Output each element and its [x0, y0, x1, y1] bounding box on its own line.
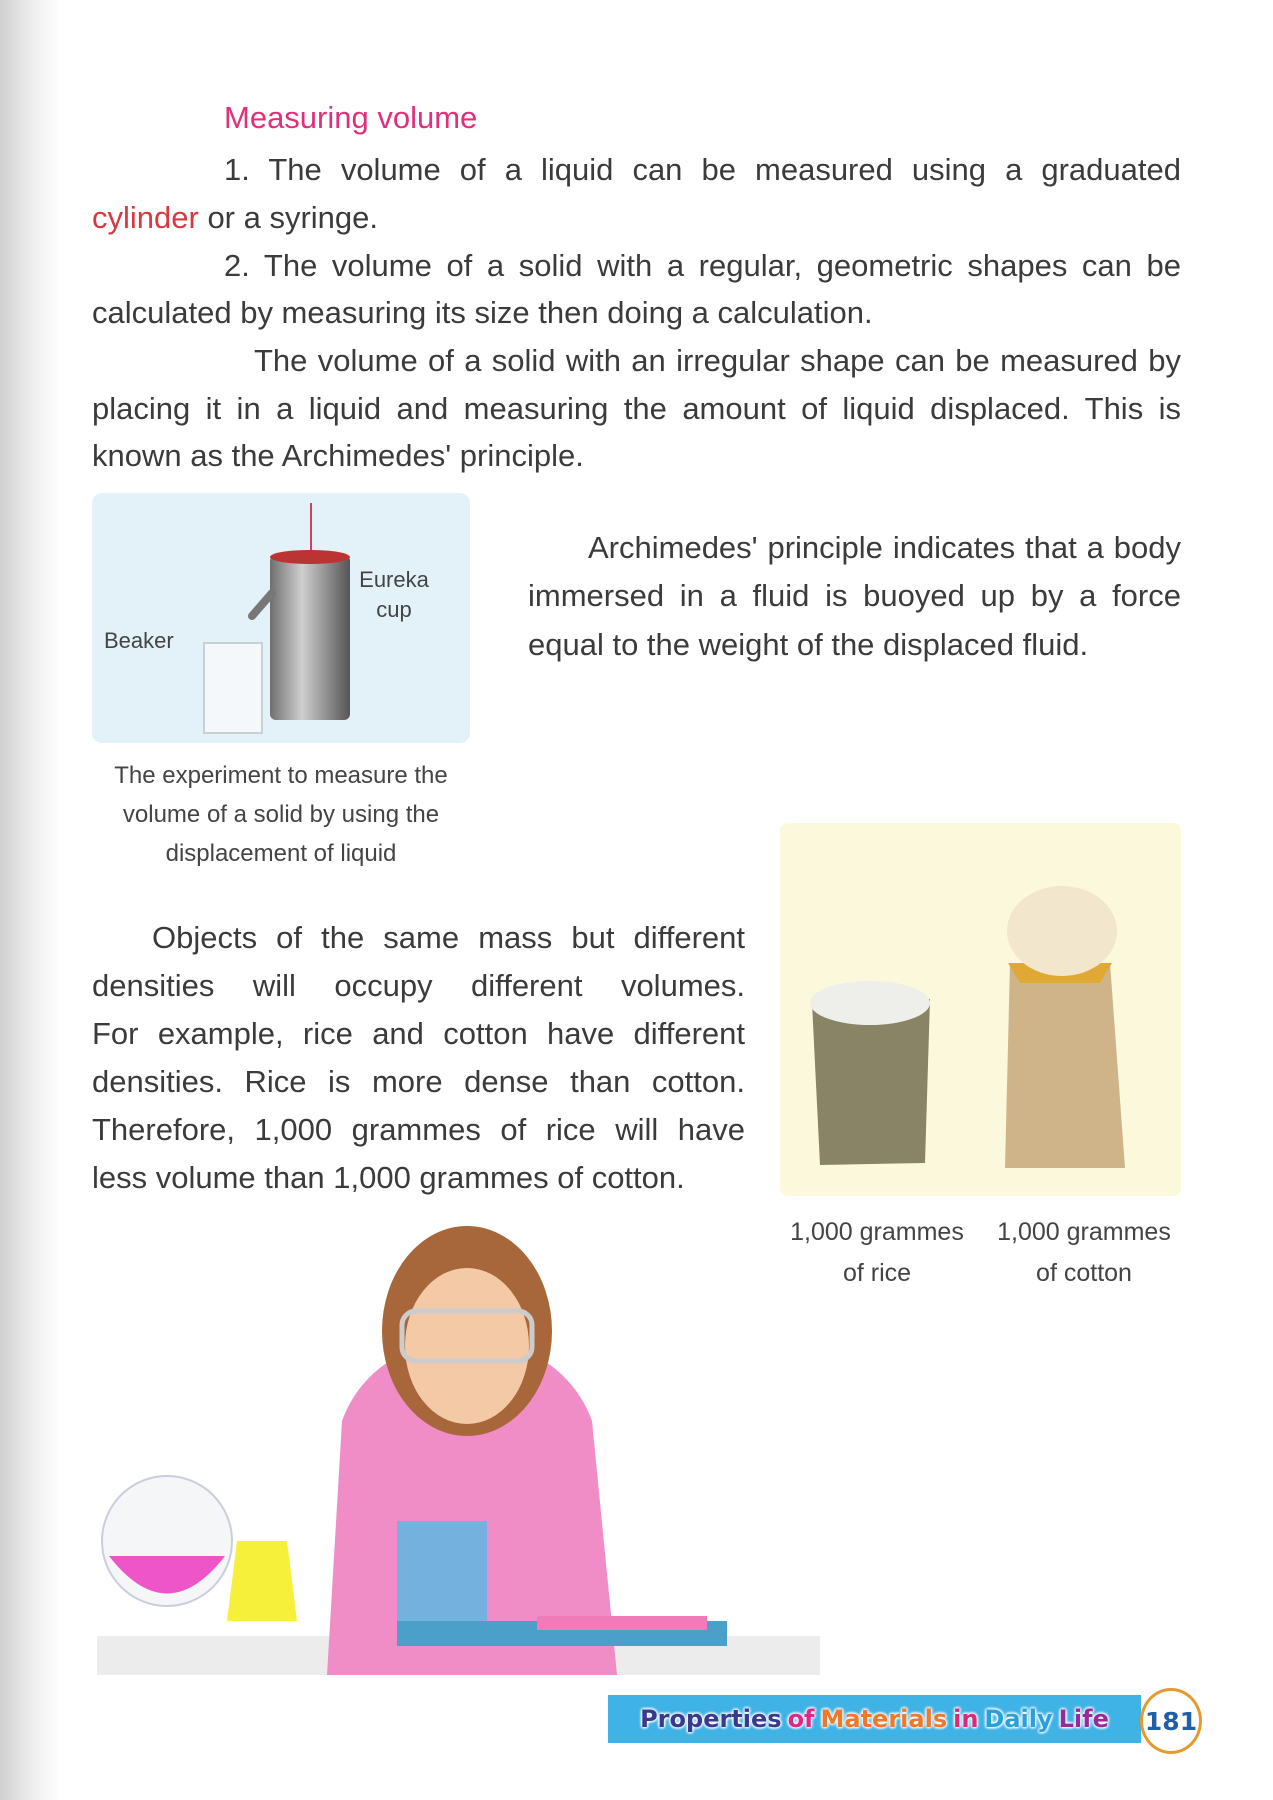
paragraph-line: Archimedes' principle indicates that a body [588, 530, 1181, 565]
caption-line: of cotton [1036, 1259, 1132, 1287]
caption-line: 1,000 grammes [790, 1218, 964, 1246]
page-gutter-shadow [0, 0, 60, 1800]
cotton-caption [984, 1212, 1184, 1294]
lab-photo-illustration [97, 1221, 820, 1675]
footer-word: of [787, 1705, 815, 1733]
paragraph-line: For example, rice and cotton have different [92, 1016, 745, 1051]
footer-word: Properties [640, 1705, 782, 1733]
section-heading: Measuring volume [224, 100, 478, 135]
paragraph-line: The volume of a solid with an irregular shape can be measured by [254, 343, 1181, 378]
eureka-cup-label [354, 565, 434, 625]
paragraph-line: densities. Rice is more dense than cotton. [92, 1064, 745, 1099]
footer-word: Life [1058, 1705, 1109, 1733]
paragraph-line: Therefore, 1,000 grammes of rice will have [92, 1112, 745, 1147]
label-line: cup [376, 597, 412, 622]
paragraph-line: placing it in a liquid and measuring the amount of liquid displaced. This is [92, 391, 1181, 426]
caption-line: volume of a solid by using the [122, 801, 440, 828]
caption-line: The experiment to measure the [114, 762, 448, 789]
paragraph-line: 2. The volume of a solid with a regular, geometric shapes can be [224, 248, 1181, 283]
caption-line: 1,000 grammes [997, 1218, 1171, 1246]
caption-line: of rice [842, 1259, 912, 1287]
paragraph-line: densities will occupy different volumes. [92, 968, 745, 1003]
page-number: 181 [1140, 1688, 1202, 1754]
beaker-label: Beaker [104, 628, 174, 653]
paragraph-line: equal to the weight of the displaced fluid. [528, 627, 1089, 662]
rice-cotton-bags-illustration [780, 823, 1181, 1196]
eureka-cup-figure [92, 493, 470, 743]
highlight-term: cylinder [92, 200, 199, 235]
footer-word: Daily [984, 1705, 1053, 1733]
paragraph-line: Objects of the same mass but different [152, 920, 745, 955]
figure-caption [92, 756, 470, 873]
girl-with-lab-glassware-photo [97, 1221, 820, 1675]
paragraph-line: known as the Archimedes' principle. [92, 438, 584, 473]
caption-line: displacement of liquid [165, 840, 397, 867]
rice-cotton-figure [780, 823, 1181, 1196]
footer-book-title [608, 1695, 1141, 1743]
text: or a syringe. [198, 200, 379, 235]
label-line: Eureka [359, 567, 429, 592]
paragraph-line: calculated by measuring its size then doing a calculation. [92, 295, 873, 330]
footer-word: in [953, 1705, 979, 1733]
paragraph-line [92, 198, 378, 238]
paragraph-line: less volume than 1,000 grammes of cotton. [92, 1160, 685, 1195]
paragraph-line: 1. The volume of a liquid can be measured using a graduated [224, 152, 1181, 187]
paragraph-line: immersed in a fluid is buoyed up by a force [528, 578, 1181, 613]
footer-word: Materials [820, 1705, 948, 1733]
